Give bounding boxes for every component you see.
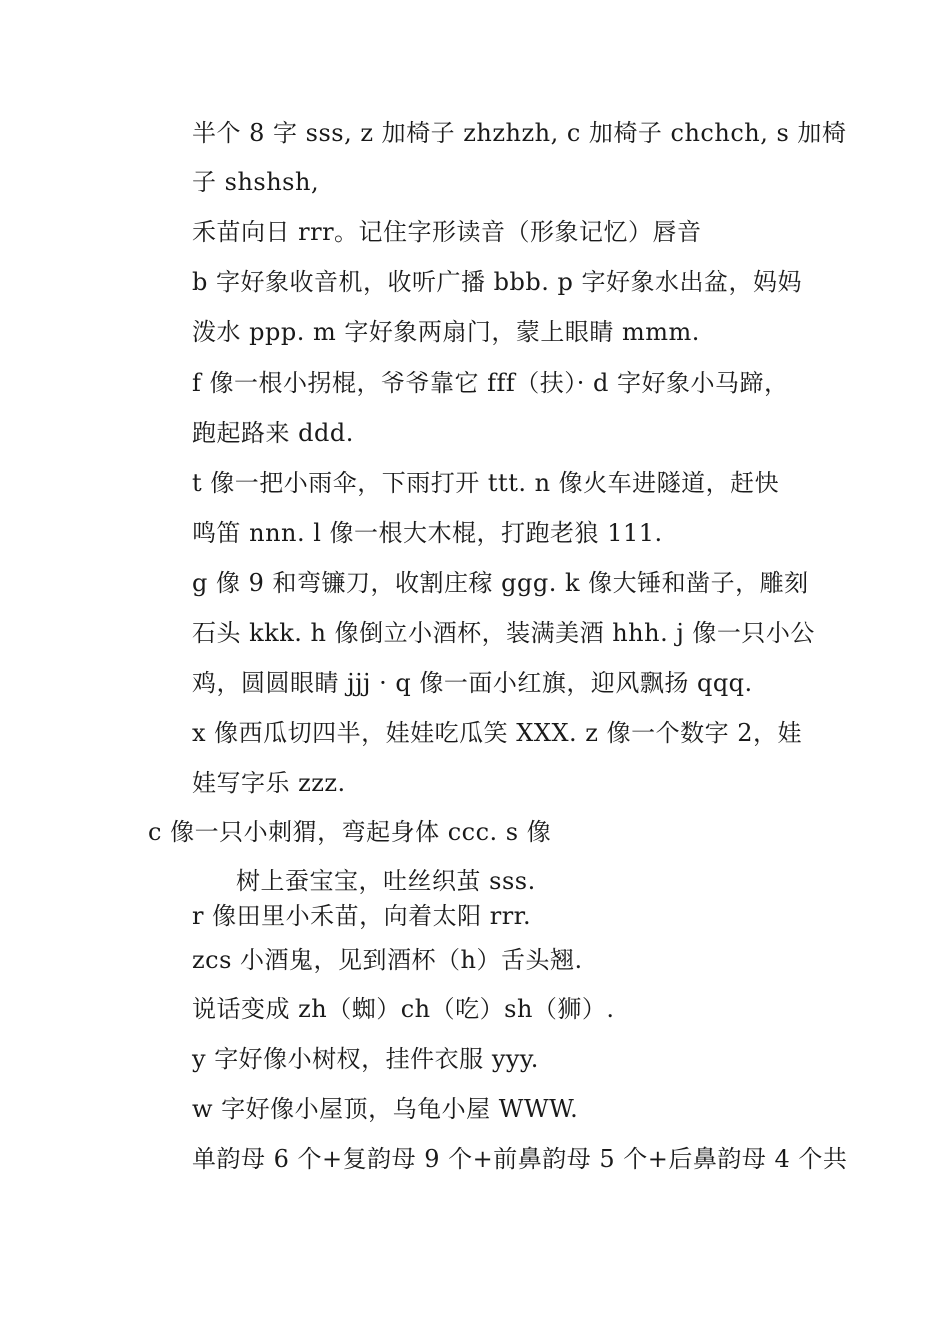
text-line-11: 石头 kkk. h 像倒立小酒杯，装满美酒 hhh. j 像一只小公 xyxy=(192,619,815,647)
text-line-18: zcs 小酒鬼，见到酒杯（h）舌头翘. xyxy=(192,946,583,974)
text-line-10: g 像 9 和弯镰刀，收割庄稼 ggg. k 像大锤和凿子，雕刻 xyxy=(192,569,809,597)
text-line-1: 半个 8 字 sss, z 加椅子 zhzhzh, c 加椅子 chchch, s 加椅 xyxy=(192,119,847,147)
text-line-21: w 字好像小屋顶，乌龟小屋 WWW. xyxy=(192,1095,579,1123)
text-line-7: 跑起路来 ddd. xyxy=(192,419,354,447)
text-line-8: t 像一把小雨伞，下雨打开 ttt. n 像火车进隧道，赶快 xyxy=(192,469,780,497)
text-line-12: 鸡，圆圆眼睛 jjj · q 像一面小红旗，迎风飘扬 qqq. xyxy=(192,669,753,697)
text-line-14: 娃写字乐 zzz. xyxy=(192,769,346,797)
text-line-20: y 字好像小树杈，挂件衣服 yyy. xyxy=(192,1045,539,1073)
text-line-9: 鸣笛 nnn. l 像一根大木棍，打跑老狼 111. xyxy=(192,519,663,547)
text-line-2: 子 shshsh, xyxy=(192,168,320,196)
text-line-6: f 像一根小拐棍，爷爷靠它 fff（扶）· d 字好象小马蹄， xyxy=(192,369,789,397)
text-line-15: c 像一只小刺猬，弯起身体 ccc. s 像 xyxy=(148,818,552,846)
text-line-5: 泼水 ppp. m 字好象两扇门，蒙上眼睛 mmm. xyxy=(192,318,700,346)
text-line-17: r 像田里小禾苗，向着太阳 rrr. xyxy=(192,902,532,930)
text-line-4: b 字好象收音机，收听广播 bbb. p 字好象水出盆，妈妈 xyxy=(192,268,802,296)
text-line-13: x 像西瓜切四半，娃娃吃瓜笑 XXX. z 像一个数字 2，娃 xyxy=(192,719,802,747)
text-line-16: 树上蚕宝宝，吐丝织茧 sss. xyxy=(236,867,536,895)
text-line-22: 单韵母 6 个+复韵母 9 个+前鼻韵母 5 个+后鼻韵母 4 个共 xyxy=(192,1145,848,1173)
text-line-19: 说话变成 zh（蜘）ch（吃）sh（狮）. xyxy=(192,995,615,1023)
text-line-3: 禾苗向日 rrr。记住字形读音（形象记忆）唇音 xyxy=(192,218,702,246)
